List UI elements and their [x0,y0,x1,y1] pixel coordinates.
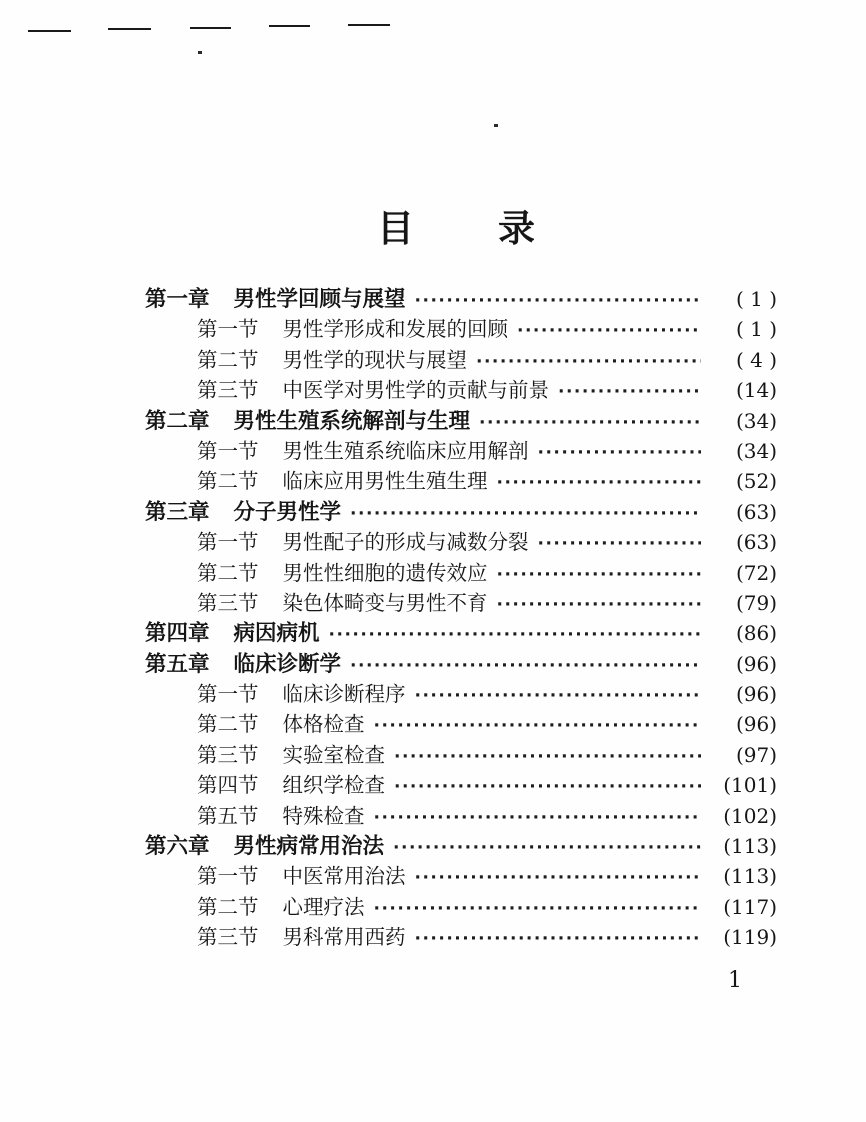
toc-entry-title: 特殊检查 [282,803,365,828]
toc-entry-title: 男性病常用治法 [233,834,385,860]
toc-entry-label: 第一节 [197,530,259,555]
toc-entry-title: 男性生殖系统临床应用解剖 [282,438,529,463]
toc-entry-label: 第一节 [197,682,259,707]
toc-entry-label: 第二章 [145,408,210,434]
toc-entry [145,829,777,859]
toc-entry-label: 第三章 [145,499,210,525]
toc-entry-label: 第二节 [197,469,259,494]
toc-entry [145,282,777,312]
toc-entry-label: 第二节 [197,347,259,372]
toc-entry-label: 第一节 [197,438,259,463]
dot-leader [497,565,702,585]
toc-entry [145,768,777,798]
toc-entry-page-number: (72) [735,560,777,585]
dot-leader [497,595,702,615]
dot-leader [538,534,702,554]
toc-entry-title: 组织学检查 [282,773,385,798]
toc-entry-page-number: (79) [735,590,777,615]
toc-entry-title: 临床诊断程序 [282,682,406,707]
dot-leader [393,838,701,858]
toc-entry-title: 男性生殖系统解剖与生理 [233,408,471,434]
scan-artifact-dash [108,28,151,30]
toc-entry-title: 病因病机 [233,621,320,647]
toc-entry-page-number: (119) [723,925,777,950]
toc-entry-label: 第二节 [197,712,259,737]
toc-entry-title: 男性学的现状与展望 [282,347,467,372]
toc-entry-title: 男性学形成和发展的回顾 [282,317,508,342]
dot-leader [374,899,702,919]
toc-entry [145,890,777,920]
scan-artifact-dash [190,27,231,29]
toc-entry-label: 第三节 [197,925,259,950]
scan-artifact-speck [494,124,498,127]
dot-leader [415,868,702,888]
toc-entry-page-number: (96) [735,712,777,737]
page-title-char: 目 [377,206,414,250]
toc-entry-title: 中医常用治法 [282,864,406,889]
toc-entry-label: 第五章 [145,651,210,677]
toc-entry [145,464,777,494]
toc-entry [145,404,777,434]
toc-entry-page-number: (97) [735,742,777,767]
toc-entry [145,799,777,829]
toc-list [145,282,777,951]
toc-entry-page-number: (96) [735,682,777,707]
dot-leader [558,382,701,402]
toc-entry-label: 第三节 [197,742,259,767]
toc-entry [145,859,777,889]
toc-entry-page-number: (101) [723,773,777,798]
dot-leader [374,716,702,736]
toc-entry-page-number: (14) [735,378,777,403]
toc-entry-label: 第一节 [197,317,259,342]
toc-entry-label: 第二节 [197,894,259,919]
toc-entry-page-number: (113) [723,864,777,889]
toc-entry-page-number: (96) [735,651,777,676]
toc-entry [145,525,777,555]
toc-entry [145,677,777,707]
scan-artifact-speck [198,51,202,54]
toc-entry [145,616,777,646]
dot-leader [497,473,702,493]
scan-artifact-dash [269,25,310,27]
toc-entry [145,373,777,403]
toc-entry-page-number: (34) [735,438,777,463]
toc-entry-title: 分子男性学 [233,499,342,525]
page-title-char: 录 [498,206,535,250]
toc-entry-page-number: (117) [723,894,777,919]
toc-entry-label: 第三节 [197,378,259,403]
toc-entry [145,556,777,586]
footer-page-number: 1 [728,968,742,993]
toc-entry-title: 男性性细胞的遗传效应 [282,560,488,585]
toc-entry [145,343,777,373]
toc-entry-title: 心理疗法 [282,894,365,919]
toc-entry-page-number: (63) [735,499,777,524]
toc-entry-title: 男科常用西药 [282,925,406,950]
dot-leader [374,808,702,828]
toc-entry-title: 体格检查 [282,712,365,737]
toc-entry-label: 第三节 [197,590,259,615]
dot-leader [476,352,701,372]
dot-leader [394,747,701,767]
toc-entry-page-number: (102) [723,803,777,828]
dot-leader [538,443,702,463]
toc-entry-label: 第一节 [197,864,259,889]
dot-leader [350,656,701,676]
toc-entry [145,738,777,768]
toc-entry-title: 临床诊断学 [233,651,342,677]
toc-entry-title: 实验室检查 [282,742,385,767]
toc-entry-title: 临床应用男性生殖生理 [282,469,488,494]
scan-artifact-dash [348,24,390,26]
toc-entry-label: 第二节 [197,560,259,585]
toc-entry-label: 第五节 [197,803,259,828]
toc-entry-title: 男性配子的形成与减数分裂 [282,530,529,555]
toc-entry-page-number: ( 1 ) [735,317,777,342]
toc-entry-label: 第四节 [197,773,259,798]
toc-entry-page-number: (52) [735,469,777,494]
dot-leader [415,686,702,706]
toc-entry-label: 第四章 [145,621,210,647]
toc-entry-label: 第六章 [145,834,210,860]
dot-leader [415,929,702,949]
toc-entry-page-number: ( 4 ) [735,347,777,372]
toc-entry-page-number: (113) [723,834,777,859]
toc-entry-page-number: (63) [735,530,777,555]
toc-entry [145,312,777,342]
toc-entry [145,707,777,737]
scan-artifact-dash [28,30,71,32]
toc-entry [145,586,777,616]
toc-entry-title: 中医学对男性学的贡献与前景 [282,378,549,403]
dot-leader [350,504,701,524]
toc-entry [145,434,777,464]
toc-entry-label: 第一章 [145,287,210,312]
dot-leader [415,291,701,311]
dot-leader [517,321,701,341]
dot-leader [479,413,701,433]
toc-entry [145,647,777,677]
toc-entry-title: 男性学回顾与展望 [233,287,406,312]
toc-entry-page-number: ( 1 ) [735,287,777,311]
dot-leader [394,777,701,797]
toc-entry [145,920,777,950]
toc-entry-title: 染色体畸变与男性不育 [282,590,488,615]
page-title [0,198,866,252]
toc-entry-page-number: (34) [735,408,777,433]
dot-leader [329,625,701,645]
toc-entry-page-number: (86) [735,621,777,646]
toc-entry [145,495,777,525]
